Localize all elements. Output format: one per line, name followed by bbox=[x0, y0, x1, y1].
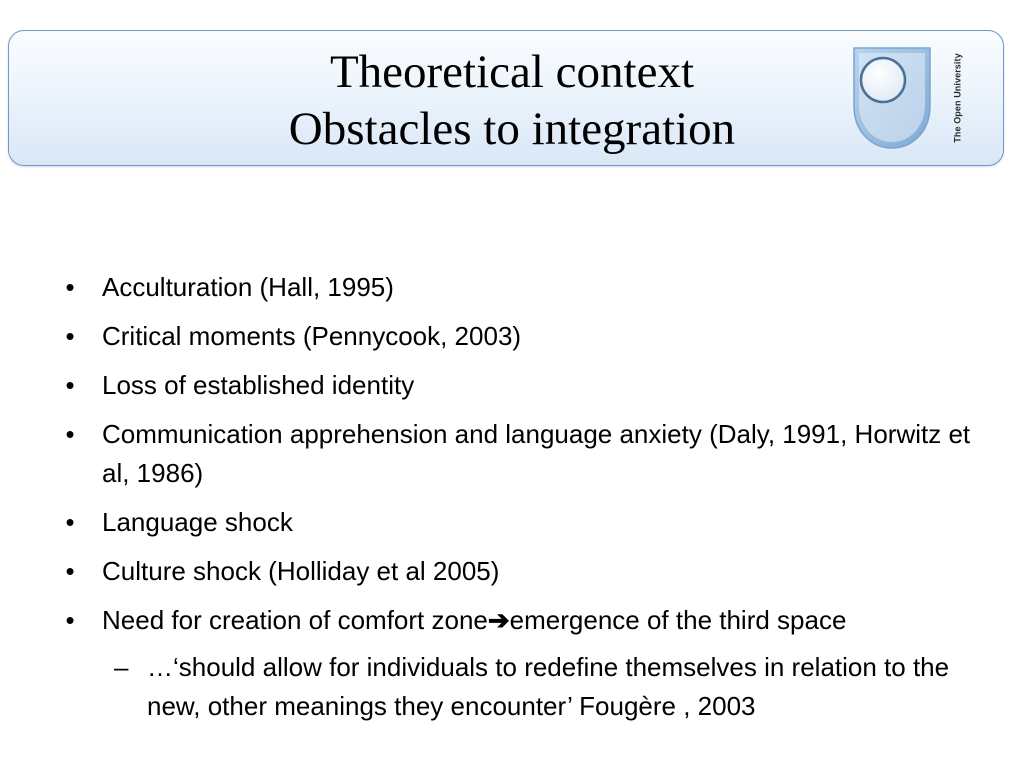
list-item bbox=[60, 366, 980, 405]
bullet-marker: • bbox=[65, 419, 75, 449]
list-item-text: Acculturation (Hall, 1995) bbox=[102, 272, 394, 302]
list-item-text: Culture shock (Holliday et al 2005) bbox=[102, 556, 500, 586]
bullet-marker: • bbox=[65, 321, 75, 351]
list-item bbox=[60, 503, 980, 542]
list-item bbox=[60, 415, 980, 493]
bullet-list bbox=[60, 268, 980, 726]
dash-marker: – bbox=[114, 652, 129, 682]
list-item bbox=[60, 601, 980, 640]
right-arrow-icon: ➔ bbox=[487, 605, 510, 635]
quote-text: …‘should allow for individuals to redefine themselves in relation to the new, other meanings they encounter’ Fougère , 2003 bbox=[147, 652, 950, 721]
list-item bbox=[60, 317, 980, 356]
list-item bbox=[60, 552, 980, 591]
list-item-text: Critical moments (Pennycook, 2003) bbox=[102, 321, 522, 351]
title-line-1: Theoretical context bbox=[329, 46, 695, 98]
list-item-text: Loss of established identity bbox=[102, 370, 415, 400]
title-line-2: Obstacles to integration bbox=[288, 103, 736, 155]
bullet-marker: • bbox=[65, 605, 75, 635]
list-item-text: Communication apprehension and language anxiety (Daly, 1991, Horwitz et al, 1986) bbox=[102, 419, 971, 488]
sub-list-item bbox=[60, 648, 980, 726]
bullet-marker: • bbox=[65, 507, 75, 537]
bullet-marker: • bbox=[65, 370, 75, 400]
list-item-text: Language shock bbox=[102, 507, 293, 537]
list-item-text-after-arrow: emergence of the third space bbox=[509, 605, 847, 635]
bullet-marker: • bbox=[65, 272, 75, 302]
bullet-marker: • bbox=[65, 556, 75, 586]
logo-wordmark-text: The Open University bbox=[953, 53, 964, 143]
list-item-text-before-arrow: Need for creation of comfort zone bbox=[102, 605, 488, 635]
logo-wordmark bbox=[943, 46, 973, 150]
slide-title bbox=[180, 44, 844, 158]
list-item bbox=[60, 268, 980, 307]
